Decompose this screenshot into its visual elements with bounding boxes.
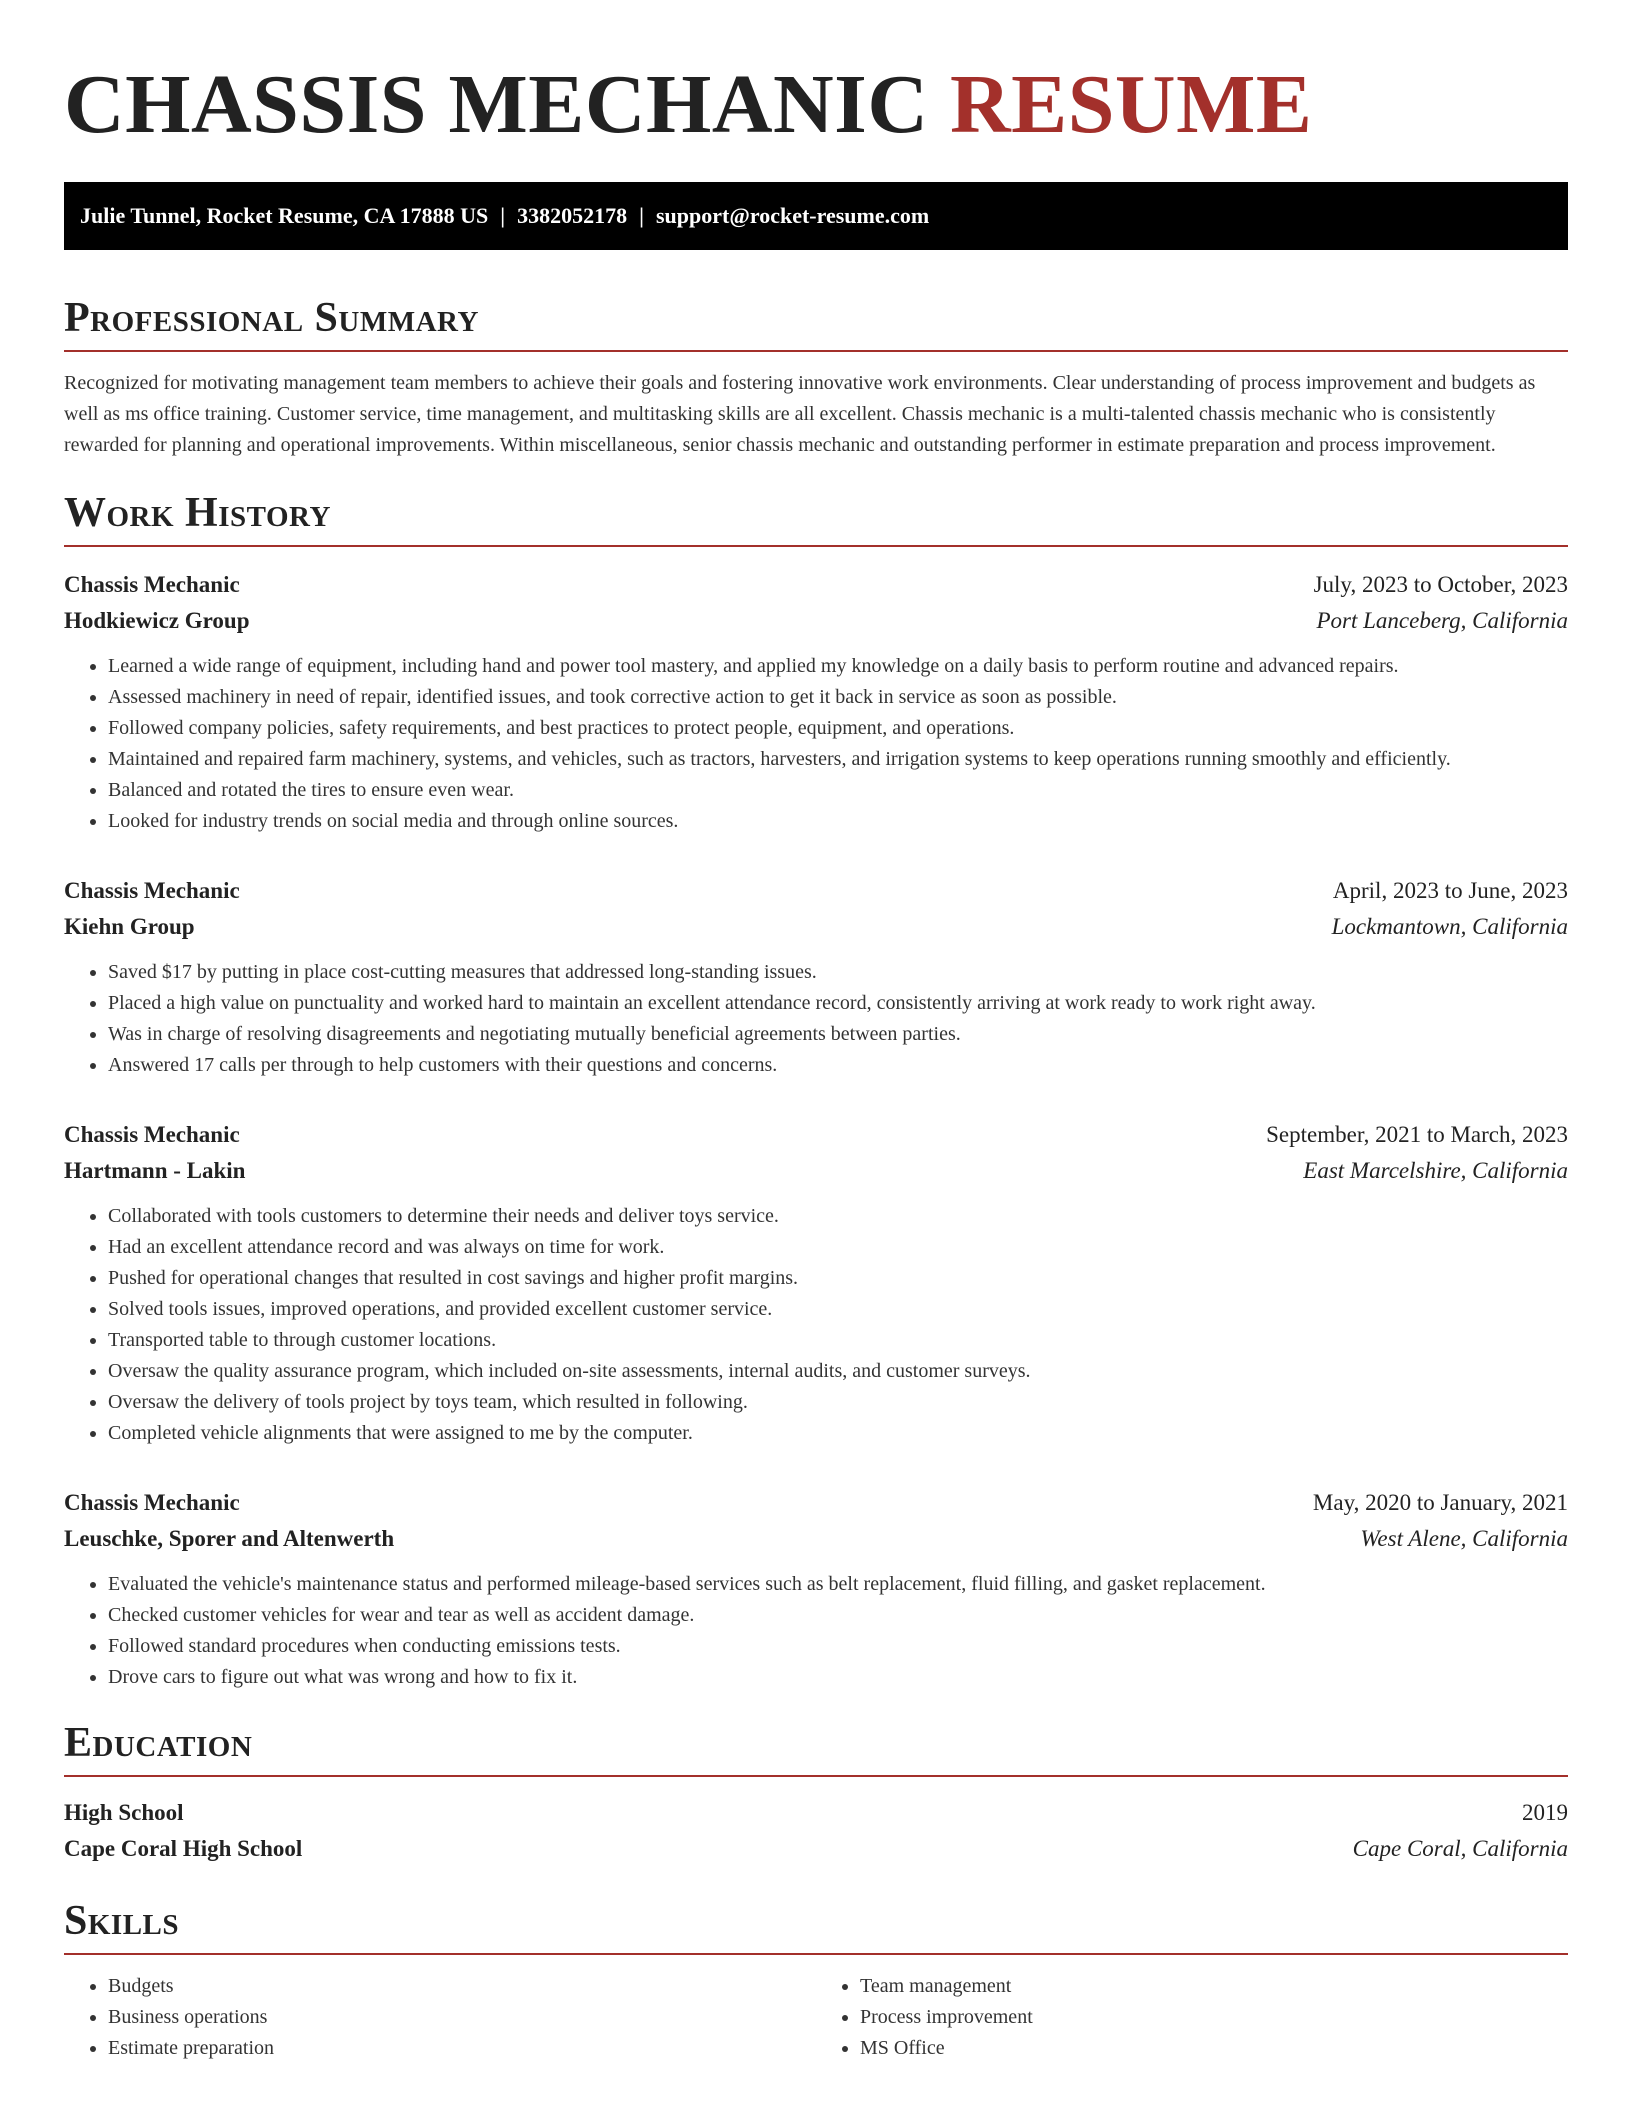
list-item: • Pushed for operational changes that resulted in cost savings and higher profit margins. [108,1263,1568,1294]
job-title: Chassis Mechanic [64,878,240,903]
list-item: • Transported table to through customer locations. [108,1325,1568,1356]
list-item: • Drove cars to figure out what was wrong and how to fix it. [108,1662,1568,1693]
resume-title [64,58,1568,152]
section-heading: Skills [64,1897,1568,1955]
job-company: Hodkiewicz Group [64,608,250,633]
professional-summary-section [64,294,1568,461]
education-school: Cape Coral High School [64,1836,303,1861]
education-degree: High School [64,1800,184,1825]
job-entry [64,1117,1568,1449]
list-item: • Evaluated the vehicle's maintenance status and performed mileage-based services such as belt replacement, fluid filling, and gasket replacement. [108,1569,1568,1600]
list-item: • Checked customer vehicles for wear and tear as well as accident damage. [108,1600,1568,1631]
contact-address: Julie Tunnel, Rocket Resume, CA 17888 US [80,203,489,228]
list-item: • Had an excellent attendance record and was always on time for work. [108,1232,1568,1263]
list-item: • Learned a wide range of equipment, including hand and power tool mastery, and applied my knowledge on a daily basis to perform routine and advanced repairs. [108,651,1568,682]
list-item: • Placed a high value on punctuality and worked hard to maintain an excellent attendance record, consistently arriving at work ready to work right away. [108,988,1568,1019]
contact-email: support@rocket-resume.com [656,203,930,228]
list-item: • Collaborated with tools customers to determine their needs and deliver toys service. [108,1201,1568,1232]
job-title: Chassis Mechanic [64,572,240,597]
skills-column-right [816,1971,1568,2064]
job-location: East Marcelshire, California [1303,1158,1568,1183]
contact-separator: | [500,203,506,228]
section-heading: Education [64,1719,1568,1777]
job-location: West Alene, California [1360,1526,1568,1551]
job-entry [64,1485,1568,1693]
job-company: Hartmann - Lakin [64,1158,246,1183]
job-company: Leuschke, Sporer and Altenwerth [64,1526,395,1551]
job-location: Lockmantown, California [1331,914,1568,939]
section-heading: Professional Summary [64,294,1568,352]
summary-text: Recognized for motivating management team members to achieve their goals and fostering innovative work environments. Clear understanding of process improvement and budgets as well as ms office training. Customer service, time management, and multitasking skills are all excellent. Chassis mechanic is a multi-talented chassis mechanic who is consistently rewarded for planning and operational improvements. Within miscellaneous, senior chassis mechanic and outstanding performer in estimate preparation and process improvement. [64,372,1536,456]
job-bullet-list [64,957,1568,1081]
skills-list [64,1971,1568,2064]
list-item: • Process improvement [860,2002,1568,2033]
skills-section [64,1897,1568,2064]
contact-separator: | [639,203,644,228]
list-item: • Maintained and repaired farm machinery, systems, and vehicles, such as tractors, harvesters, and irrigation systems to keep operations running smoothly and efficiently. [108,744,1568,775]
skills-column-left [64,1971,816,2064]
job-location: Port Lanceberg, California [1316,608,1568,633]
education-year: 2019 [1522,1800,1568,1825]
list-item: • Was in charge of resolving disagreements and negotiating mutually beneficial agreements between parties. [108,1019,1568,1050]
job-bullet-list [64,1201,1568,1449]
list-item: • Balanced and rotated the tires to ensure even wear. [108,775,1568,806]
list-item: • Team management [860,1971,1568,2002]
job-dates: July, 2023 to October, 2023 [1313,572,1568,597]
list-item: • Oversaw the quality assurance program, which included on-site assessments, internal audits, and customer surveys. [108,1356,1568,1387]
list-item: • Business operations [108,2002,816,2033]
list-item: • Oversaw the delivery of tools project by toys team, which resulted in following. [108,1387,1568,1418]
list-item: • Answered 17 calls per through to help customers with their questions and concerns. [108,1050,1568,1081]
list-item: • Estimate preparation [108,2033,816,2064]
job-title: Chassis Mechanic [64,1122,240,1147]
list-item: • Followed standard procedures when conducting emissions tests. [108,1631,1568,1662]
job-company: Kiehn Group [64,914,195,939]
list-item: • Assessed machinery in need of repair, identified issues, and took corrective action to get it back in service as soon as possible. [108,682,1568,713]
list-item: • Followed company policies, safety requirements, and best practices to protect people, equipment, and operations. [108,713,1568,744]
job-dates: May, 2020 to January, 2021 [1312,1490,1568,1515]
section-heading: Work History [64,489,1568,547]
job-bullet-list [64,651,1568,837]
resume-title-main: CHASSIS MECHANIC [64,58,929,151]
job-dates: September, 2021 to March, 2023 [1266,1122,1568,1147]
list-item: • Saved $17 by putting in place cost-cutting measures that addressed long-standing issues. [108,957,1568,988]
job-title: Chassis Mechanic [64,1490,240,1515]
education-location: Cape Coral, California [1352,1836,1568,1861]
contact-phone: 3382052178 [517,203,628,228]
list-item: • Completed vehicle alignments that were assigned to me by the computer. [108,1418,1568,1449]
resume-title-accent: RESUME [950,58,1313,151]
job-entry [64,873,1568,1081]
list-item: • MS Office [860,2033,1568,2064]
job-bullet-list [64,1569,1568,1693]
resume-page [64,0,1568,2064]
list-item: • Budgets [108,1971,816,2002]
job-entry [64,567,1568,837]
list-item: • Solved tools issues, improved operations, and provided excellent customer service. [108,1294,1568,1325]
job-dates: April, 2023 to June, 2023 [1332,878,1568,903]
contact-bar [64,182,1568,250]
education-section [64,1719,1568,1867]
education-entry [64,1795,1568,1867]
list-item: • Looked for industry trends on social media and through online sources. [108,806,1568,837]
work-history-section [64,489,1568,1693]
